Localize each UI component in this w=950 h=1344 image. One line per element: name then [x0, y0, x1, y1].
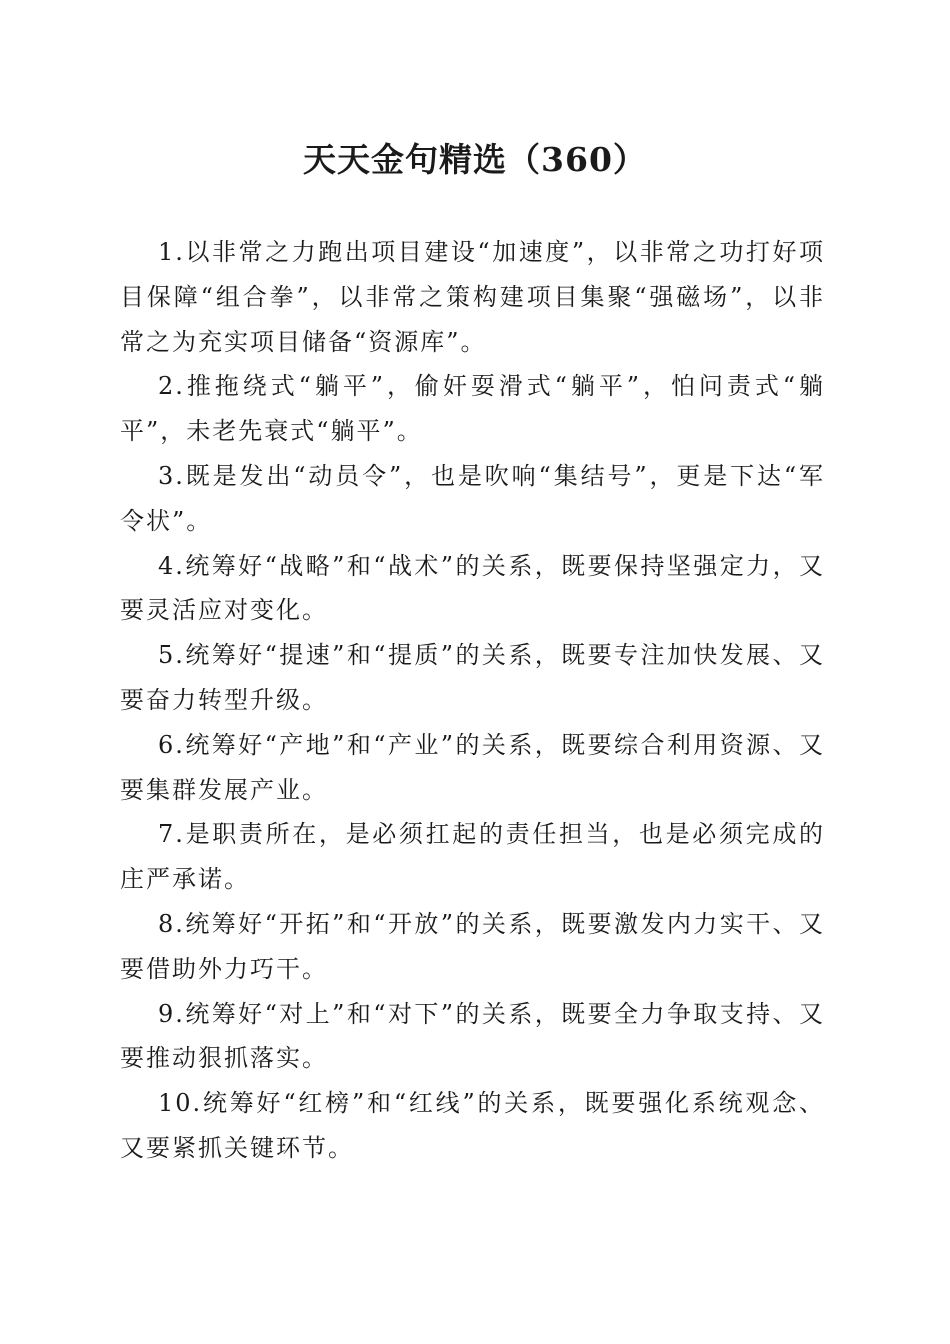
paragraph-3: 3.既是发出“动员令”，也是吹响“集结号”，更是下达“军令状”。: [120, 461, 825, 535]
paragraph-4: 4.统筹好“战略”和“战术”的关系，既要保持坚强定力，又要灵活应对变化。: [120, 551, 825, 625]
paragraph-6: 6.统筹好“产地”和“产业”的关系，既要综合利用资源、又要集群发展产业。: [120, 730, 825, 804]
paragraph-5: 5.统筹好“提速”和“提质”的关系，既要专注加快发展、又要奋力转型升级。: [120, 641, 825, 714]
paragraph-1: 1.以非常之力跑出项目建设“加速度”，以非常之功打好项目保障“组合拳”，以非常之策构建项目集聚“强磁场”，以非常之为充实项目储备“资源库”。: [120, 238, 825, 356]
paragraph-2: 2.推拖绕式“躺平”，偷奸耍滑式“躺平”，怕问责式“躺平”，未老先衰式“躺平”。: [120, 372, 825, 446]
paragraph-10: 10.统筹好“红榜”和“红线”的关系，既要强化系统观念、又要紧抓关键环节。: [120, 1089, 825, 1162]
paragraph-7: 7.是职责所在，是必须扛起的责任担当，也是必须完成的庄严承诺。: [120, 820, 825, 894]
document-body: [120, 230, 825, 1171]
paragraph-8: 8.统筹好“开拓”和“开放”的关系，既要激发内力实干、又要借助外力巧干。: [120, 909, 825, 983]
paragraph-9: 9.统筹好“对上”和“对下”的关系，既要全力争取支持、又要推动狠抓落实。: [120, 999, 825, 1073]
document-title: 天天金句精选（360）: [303, 140, 647, 179]
